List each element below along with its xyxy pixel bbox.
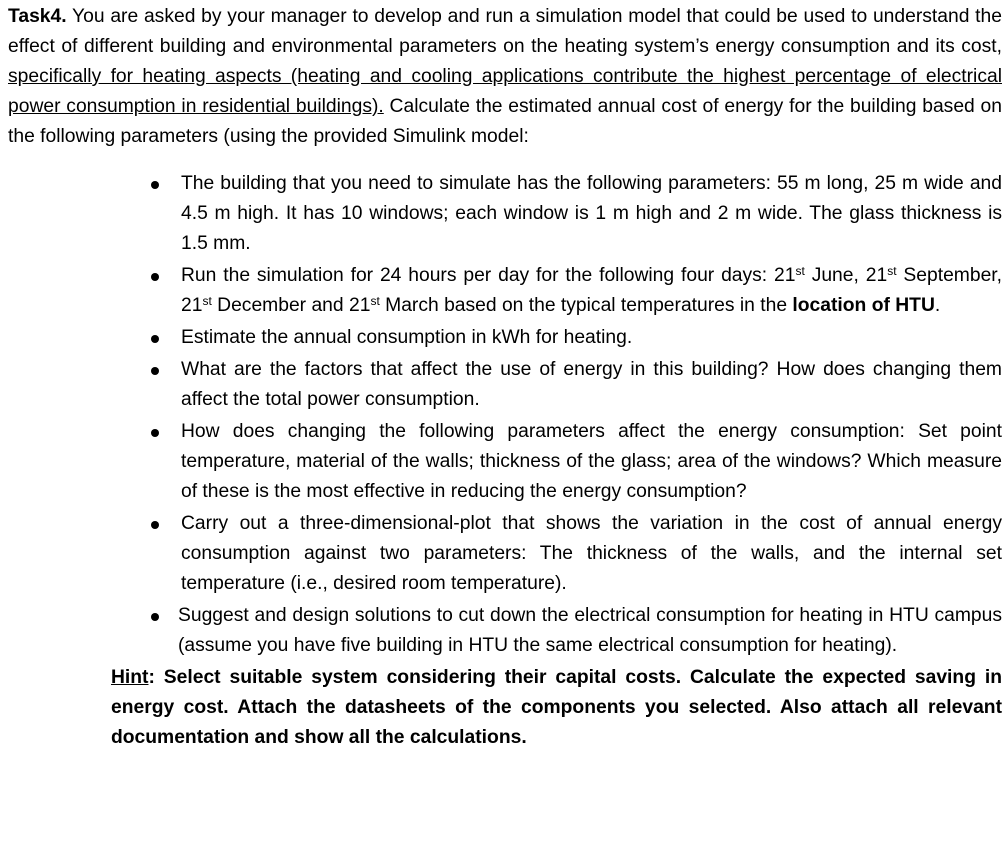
bullet-icon xyxy=(151,367,159,375)
hint-paragraph xyxy=(111,663,1002,753)
bullet-icon xyxy=(151,181,159,189)
bullet-icon xyxy=(151,429,159,437)
list-item-text: Estimate the annual consumption in kWh for heating. xyxy=(181,327,633,348)
hint-label: Hint xyxy=(111,667,149,688)
task-label: Task4. xyxy=(8,6,67,27)
list-item-simulation-days xyxy=(181,261,1002,321)
intro-text-before: You are asked by your manager to develop and run a simulation model that could be used to understand the effect of different building and environmental parameters on the heating system’s energy consumption and its cost, xyxy=(8,6,1002,57)
list-item-solutions xyxy=(178,601,1002,661)
list-item-text: Carry out a three-dimensional-plot that shows the variation in the cost of annual energy consumption against two parameters: The thickness of the walls, and the internal set temperature (i.e., desired room temperature). xyxy=(181,513,1002,594)
list-item-text: Suggest and design solutions to cut down the electrical consumption for heating in HTU campus (assume you have five building in HTU the same electrical consumption for heating). xyxy=(178,605,1002,656)
list-item-annual-consumption xyxy=(181,323,1002,353)
list-item-parameter-effects xyxy=(181,417,1002,507)
list-item-text: The building that you need to simulate has the following parameters: 55 m long, 25 m wide and 4.5 m high. It has 10 windows; each window is 1 m high and 2 m wide. The glass thickness is 1.5 mm. xyxy=(181,173,1002,254)
intro-underlined-text: specifically for heating aspects (heating and cooling applications contribute the highest percentage of electrical power consumption in residential buildings). xyxy=(8,66,1002,117)
intro-text-after: Calculate the estimated annual cost of energy for the building based on the following parameters (using the provided Simulink model: xyxy=(8,96,1002,147)
bullet-icon xyxy=(151,335,159,343)
task-intro-paragraph xyxy=(8,2,1002,152)
bullet-icon xyxy=(151,273,159,281)
location-emphasis: location of HTU xyxy=(792,295,935,316)
requirements-list xyxy=(8,169,1002,661)
bullet-icon xyxy=(151,613,159,621)
list-item-text: Run the simulation for 24 hours per day for the following four days: 21st June, 21st September, 21st December and 21st March based on the typical temperatures in the location of HTU. xyxy=(181,264,1003,316)
bullet-icon xyxy=(151,521,159,529)
hint-text: : Select suitable system considering their capital costs. Calculate the expected saving in energy cost. Attach the datasheets of the components you selected. Also attach all relevant documentation and show all the calculations. xyxy=(111,667,1002,748)
list-item-text: How does changing the following parameters affect the energy consumption: Set point temperature, material of the walls; thickness of the glass; area of the windows? Which measure of these is the most effective in reducing the energy consumption? xyxy=(181,421,1002,502)
list-item-text: What are the factors that affect the use of energy in this building? How does changing them affect the total power consumption. xyxy=(181,359,1002,410)
list-item-energy-factors xyxy=(181,355,1002,415)
list-item-3d-plot xyxy=(181,509,1002,599)
list-item-building-parameters xyxy=(181,169,1002,259)
